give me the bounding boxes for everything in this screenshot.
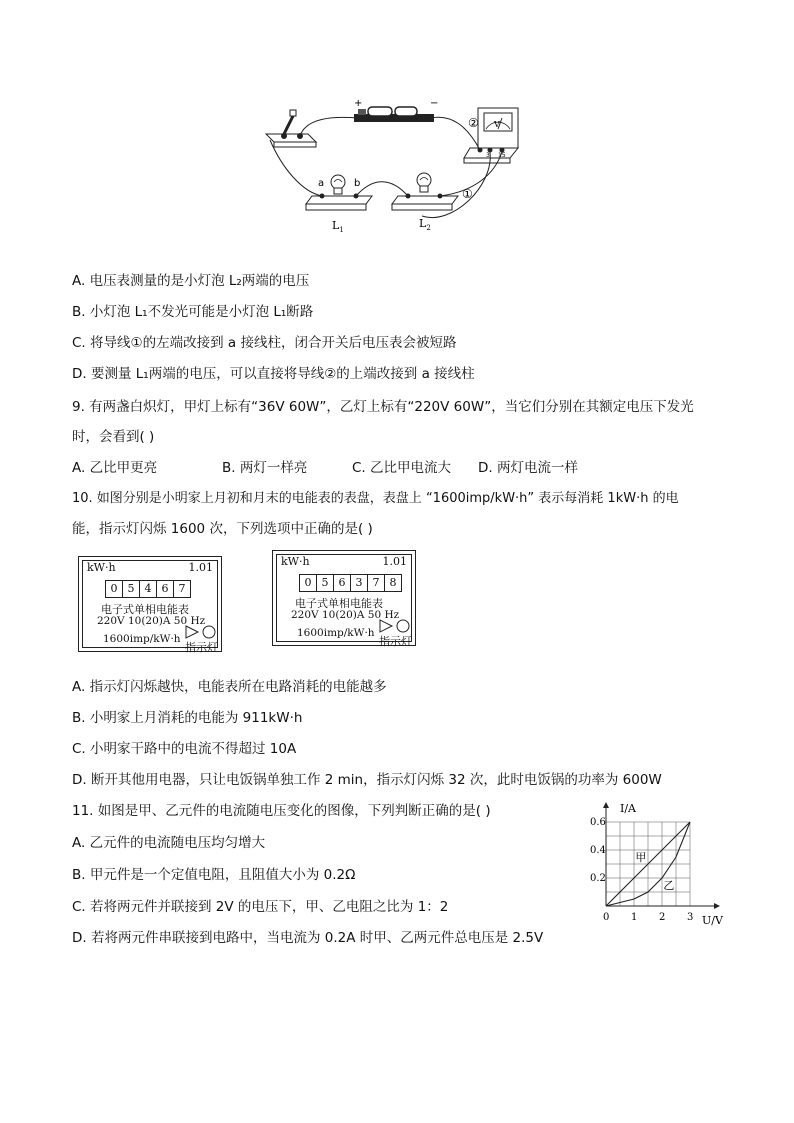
q8-option-b: B. 小灯泡 L₁不发光可能是小灯泡 L₁断路: [72, 304, 314, 320]
x-tick-label: 2: [659, 912, 666, 923]
battery-minus-label: −: [430, 98, 439, 109]
meter-digit: 7: [368, 575, 385, 591]
x-tick-label: 1: [631, 912, 638, 923]
meter-digit: 6: [334, 575, 351, 591]
q9-option-a: A. 乙比甲更亮: [72, 460, 158, 476]
meter-digit: 8: [389, 576, 397, 589]
switch: [266, 110, 316, 147]
terminal-3-label: 3: [486, 152, 490, 159]
indicator-light-icon: [379, 619, 413, 633]
y-tick-label: 0.4: [590, 845, 606, 856]
x-axis-arrow-icon: [714, 903, 720, 909]
q11-option-c: C. 若将两元件并联接到 2V 的电压下，甲、乙电阻之比为 1：2: [72, 899, 449, 915]
energy-meter-end: [272, 550, 416, 646]
q10-option-c: C. 小明家干路中的电流不得超过 10A: [72, 741, 297, 757]
q9-option-d: D. 两灯电流一样: [478, 460, 578, 476]
label-L2: $L_2$: [419, 217, 431, 232]
label-a: a: [318, 178, 325, 189]
meter-digit: 7: [178, 582, 186, 595]
q11-stem: 11. 如图是甲、乙元件的电流随电压变化的图像，下列判断正确的是( ): [72, 803, 491, 819]
meter-digit: 5: [123, 581, 140, 597]
q11-option-a: A. 乙元件的电流随电压均匀增大: [72, 835, 266, 851]
q11-option-b: B. 甲元件是一个定值电阻，且阻值大小为 0.2Ω: [72, 867, 356, 883]
battery-plus-label: +: [354, 98, 363, 109]
q9-option-b: B. 两灯一样亮: [222, 460, 308, 476]
meter-digit: 0: [300, 575, 317, 591]
wire-2-label: ②: [468, 116, 479, 130]
x-tick-label: 0: [603, 912, 610, 923]
meter-unit: kW·h: [87, 561, 116, 574]
indicator-label: 指示灯: [379, 635, 412, 648]
y-tick-label: 0.2: [590, 873, 606, 884]
lamp-L1: [306, 175, 372, 234]
meter-digit: 0: [106, 581, 123, 597]
meter-reading: [105, 580, 191, 598]
q9-option-c: C. 乙比甲电流大: [352, 460, 452, 476]
meter-digit: 5: [317, 575, 334, 591]
axes: [603, 802, 720, 909]
meter-imp: 1600imp/kW·h: [297, 627, 375, 639]
circuit-diagram: [262, 96, 532, 238]
q10-stem-line1: 10. 如图分别是小明家上月初和月末的电能表的表盘，表盘上 “1600imp/kW·h” 表示每消耗 1kW·h 的电: [72, 491, 679, 506]
y-tick-label: 0.6: [590, 817, 606, 828]
y-axis-arrow-icon: [603, 802, 609, 808]
voltmeter-v-label: V: [494, 120, 500, 129]
q8-option-c: C. 将导线①的左端改接到 a 接线柱，闭合开关后电压表会被短路: [72, 335, 457, 351]
y-axis-label: I/A: [620, 802, 636, 815]
q11-option-d: D. 若将两元件串联接到电路中，当电流为 0.2A 时甲、乙两元件总电压是 2.5V: [72, 930, 544, 946]
iu-graph: [590, 800, 730, 930]
q9-stem-line1: 9. 有两盏白炽灯，甲灯上标有“36V 60W”，乙灯上标有“220V 60W”，当它们分别在其额定电压下发光: [72, 399, 694, 415]
x-axis-label: U/V: [702, 914, 723, 927]
battery-pack: [354, 98, 438, 122]
energy-meter-start: [78, 556, 222, 652]
meter-unit: kW·h: [281, 555, 310, 568]
meter-digit: 4: [140, 581, 157, 597]
meter-name: 电子式单相电能表: [101, 603, 189, 616]
label-L1: $L_1$: [332, 219, 344, 234]
meter-reading: [299, 574, 402, 592]
meter-version: 1.01: [382, 555, 407, 568]
meter-digit: 3: [351, 575, 368, 591]
wire-1-label: ①: [462, 187, 473, 201]
meter-digit: 6: [157, 581, 174, 597]
q10-option-d: D. 断开其他用电器，只让电饭锅单独工作 2 min，指示灯闪烁 32 次，此时电饭锅的功率为 600W: [72, 772, 662, 788]
lamp-L2: [392, 173, 458, 232]
q10-stem-line2: 能，指示灯闪烁 1600 次，下列选项中正确的是( ): [72, 521, 373, 537]
series-label-jia: 甲: [635, 851, 647, 865]
q9-stem-line2: 时，会看到( ): [72, 429, 155, 445]
series-label-yi: 乙: [663, 879, 675, 893]
meter-spec: 220V 10(20)A 50 Hz: [97, 615, 206, 627]
indicator-light-icon: [185, 625, 219, 639]
terminal-15-label: 15: [498, 152, 506, 159]
meter-spec: 220V 10(20)A 50 Hz: [291, 609, 400, 621]
meter-imp: 1600imp/kW·h: [103, 633, 181, 645]
meter-name: 电子式单相电能表: [295, 597, 383, 610]
indicator-label: 指示灯: [185, 641, 218, 654]
wires: [270, 117, 502, 217]
q8-option-d: D. 要测量 L₁两端的电压，可以直接将导线②的上端改接到 a 接线柱: [72, 366, 475, 382]
meter-version: 1.01: [188, 561, 213, 574]
q8-option-a: A. 电压表测量的是小灯泡 L₂两端的电压: [72, 273, 310, 289]
q10-option-a: A. 指示灯闪烁越快，电能表所在电路消耗的电能越多: [72, 679, 387, 695]
label-b: b: [354, 178, 361, 189]
q10-option-b: B. 小明家上月消耗的电能为 911kW·h: [72, 710, 303, 726]
x-tick-label: 3: [687, 912, 694, 923]
